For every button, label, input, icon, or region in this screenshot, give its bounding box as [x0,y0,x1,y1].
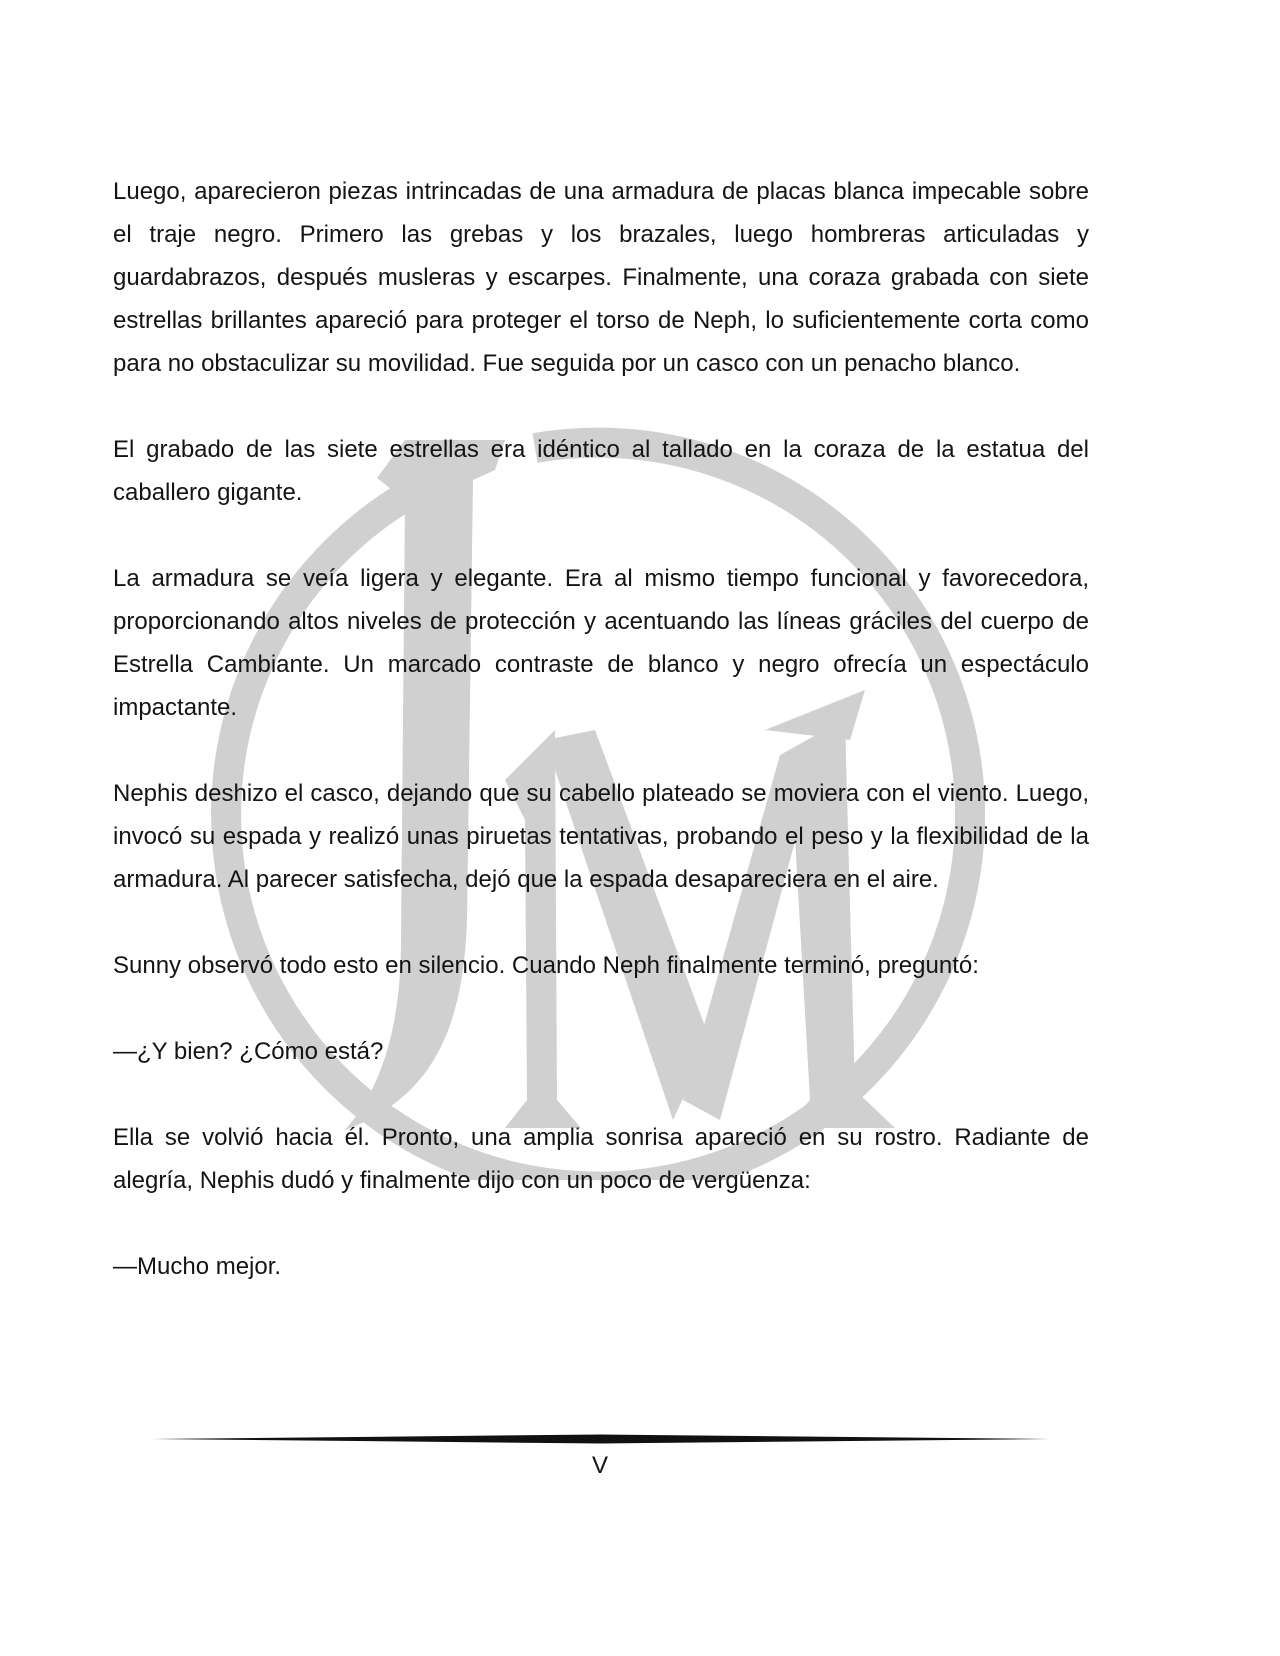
paragraph-seven-stars: El grabado de las siete estrellas era idéntico al tallado en la coraza de la estatua del caballero gigante. [113,436,1089,506]
dialogue-answer: —Mucho mejor. [113,1253,282,1280]
paragraph-nephis-smiles: Ella se volvió hacia él. Pronto, una amplia sonrisa apareció en su rostro. Radiante de alegría, Nephis dudó y finalmente dijo con un poco de vergüenza: [113,1124,1089,1194]
footer-divider [152,1432,1050,1446]
paragraph-nephis-tests: Nephis deshizo el casco, dejando que su cabello plateado se moviera con el viento. Luego, invocó su espada y realizó unas piruetas tentativas, probando el peso y la flexibilidad de la armadura. Al parecer satisfecha, dejó que la espada desapareciera en el aire. [113,780,1089,893]
paragraph-armor-appears: Luego, aparecieron piezas intrincadas de una armadura de placas blanca impecable sobre el traje negro. Primero las grebas y los brazales, luego hombreras articuladas y guardabrazos, después musleras y escarpes. Finalmente, una coraza grabada con siete estrellas brillantes apareció para proteger el torso de Neph, lo suficientemente corta como para no obstaculizar su movilidad. Fue seguida por un casco con un penacho blanco. [113,178,1089,377]
dialogue-question: —¿Y bien? ¿Cómo está? [113,1038,384,1065]
page-number: V [591,1452,608,1479]
paragraph-armor-description: La armadura se veía ligera y elegante. Era al mismo tiempo funcional y favorecedora, proporcionando altos niveles de protección y acentuando las líneas gráciles del cuerpo de Estrella Cambiante. Un marcado contraste de blanco y negro ofrecía un espectáculo impactante. [113,565,1089,721]
page-body [113,170,1089,1331]
paragraph-sunny-observes: Sunny observó todo esto en silencio. Cuando Neph finalmente terminó, preguntó: [113,952,979,979]
